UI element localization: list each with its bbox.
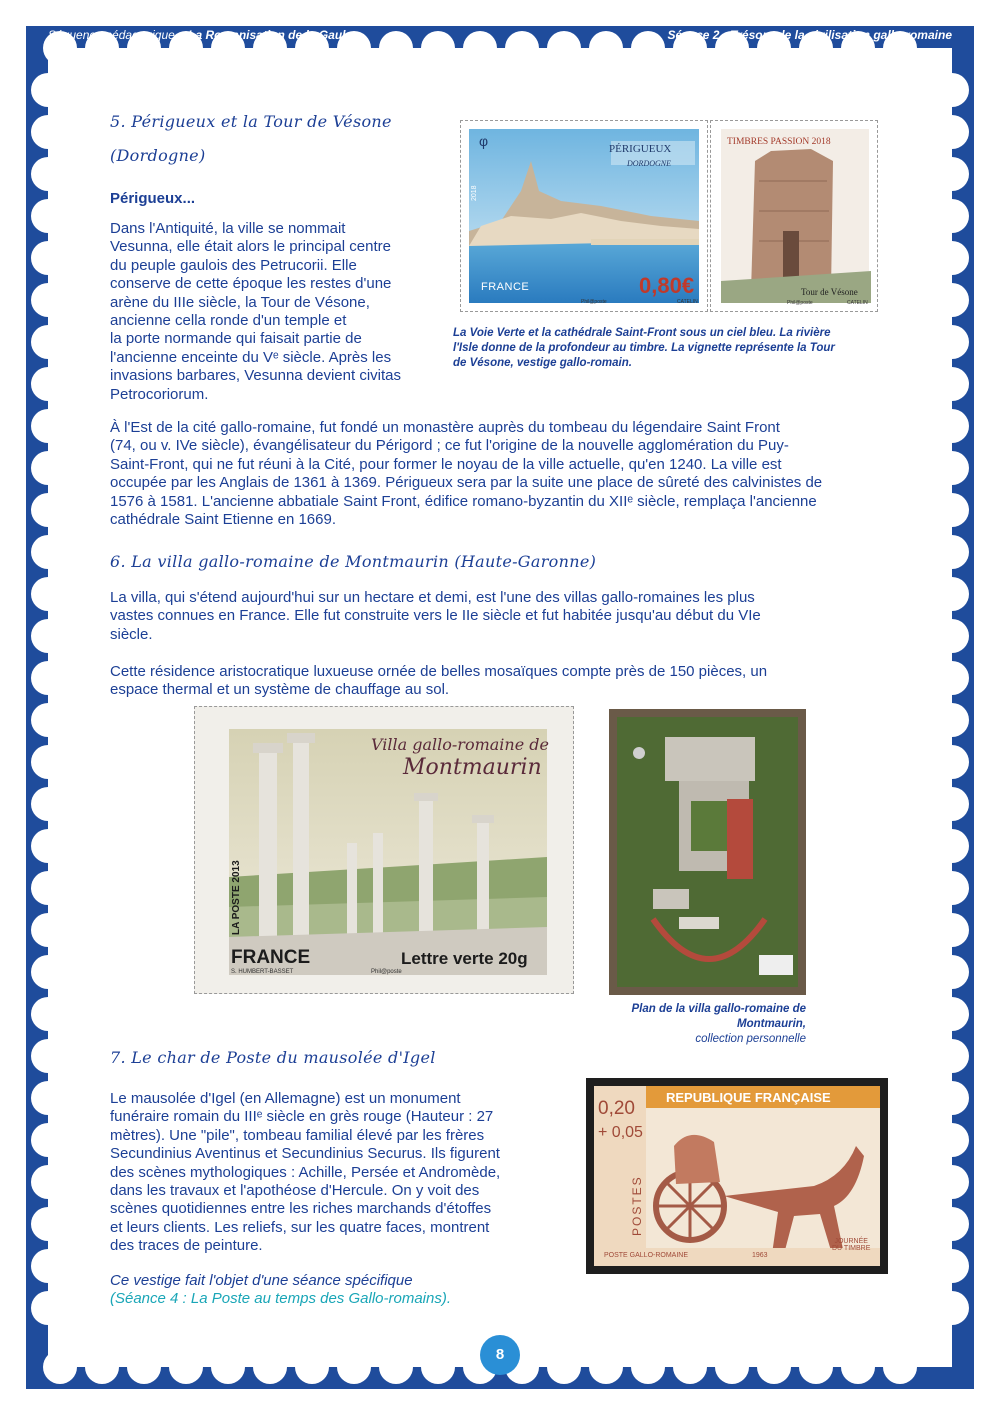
montmaurin-stamp xyxy=(194,706,574,994)
perigueux-stamp xyxy=(460,120,708,312)
montmaurin-stamp-phil: Phil@poste xyxy=(371,969,402,975)
montmaurin-stamp-artist: S. HUMBERT-BASSET xyxy=(231,969,294,975)
section6-paragraph1 xyxy=(110,589,900,644)
igel-stamp-paper xyxy=(594,1086,880,1266)
text-line: 1576 à 1581. L'ancienne abbatiale Saint Front, édifice romano-byzantin du XIIᵉ siècle, remplaça l'ancienne xyxy=(110,492,817,510)
perigueux-stamp-country: FRANCE xyxy=(481,281,530,293)
text-line: ancienne cella ronde d'un temple et xyxy=(110,312,347,330)
vignette-top-label: TIMBRES PASSION 2018 xyxy=(727,137,831,147)
section7-paragraph xyxy=(110,1090,580,1256)
perigueux-stamp-caption xyxy=(453,326,893,371)
section5-title-line1: 5. Périgueux et la Tour de Vésone xyxy=(110,112,392,131)
section5-paragraph2 xyxy=(110,419,900,529)
page-number-badge: 8 xyxy=(480,1335,520,1375)
text-line: scènes quotidiennes entre les riches marchands d'étoffes xyxy=(110,1200,492,1218)
caption-line: l'Isle donne de la profondeur au timbre. La vignette représente la Tour xyxy=(453,342,835,354)
igel-stamp xyxy=(586,1078,888,1274)
caption-line: Plan de la villa gallo-romaine de xyxy=(631,1003,806,1015)
text-line: la porte normande qui faisait partie de xyxy=(110,330,362,348)
text-line: À l'Est de la cité gallo-romaine, fut fondé un monastère auprès du tombeau du légendaire Saint Front xyxy=(110,419,780,436)
villa-plan-caption xyxy=(590,1002,806,1047)
vignette-illustration xyxy=(711,121,877,311)
perigueux-stamp-year: 2018 xyxy=(471,185,478,201)
section6-title: 6. La villa gallo-romaine de Montmaurin (Haute-Garonne) xyxy=(110,552,597,571)
perigueux-stamp-price: 0,80€ xyxy=(639,273,695,298)
text-line: dans les travaux et l'apothéose d'Hercule. On y voit des xyxy=(110,1182,480,1200)
text-line: siècle. xyxy=(110,625,153,643)
journee-line: DU TIMBRE xyxy=(832,1245,871,1252)
text-line: des traces de peinture. xyxy=(110,1237,263,1255)
section7-title: 7. Le char de Poste du mausolée d'Igel xyxy=(110,1048,436,1067)
igel-stamp-country: REPUBLIQUE FRANÇAISE xyxy=(666,1090,831,1105)
montmaurin-stamp-vertical: LA POSTE 2013 xyxy=(231,860,242,935)
section5-subtitle: Périgueux... xyxy=(110,190,196,207)
text-line: occupée par les Anglais de 1361 à 1369. Périgueux sera par la suite une place de sûreté des calvinistes de xyxy=(110,474,823,492)
section7-note xyxy=(110,1272,451,1309)
text-line: vastes connues en France. Elle fut construite vers le IIe siècle et fut habitée jusqu'au début du VIe xyxy=(110,607,761,625)
text-line: Petrocoriorum. xyxy=(110,385,209,403)
section5-paragraph1 xyxy=(110,220,440,404)
journee-line: JOURNÉE xyxy=(834,1238,868,1245)
igel-stamp-value2: + 0,05 xyxy=(598,1124,643,1141)
perigueux-stamp-dept: DORDOGNE xyxy=(627,159,671,168)
text-line: du peuple gaulois des Petrucorii. Elle xyxy=(110,256,357,274)
header-sequence-title: La Romanisation de la Gaule xyxy=(188,28,353,42)
text-line: Dans l'Antiquité, la ville se nommait xyxy=(110,220,346,237)
caption-line: de Vésone, vestige gallo-romain. xyxy=(453,357,632,369)
phi-symbol-icon: φ xyxy=(479,133,489,149)
vignette-phil: Phil@poste xyxy=(787,300,813,306)
montmaurin-stamp-country: FRANCE xyxy=(231,947,311,968)
text-line: arène du IIIe siècle, la Tour de Vésone, xyxy=(110,293,370,311)
section5-title-line2: (Dordogne) xyxy=(110,146,206,165)
header-left: Séquence pédagogique – La Romanisation de la Gaule xyxy=(48,28,353,42)
header-right: Séance 2 : Trésors de la civilisation gallo-romaine xyxy=(667,28,952,42)
montmaurin-stamp-title2: Montmaurin xyxy=(403,755,542,780)
montmaurin-stamp-title1: Villa gallo-romaine de xyxy=(371,735,549,754)
perigueux-stamp-city: PÉRIGUEUX xyxy=(609,143,672,155)
text-line: des scènes mythologiques : Achille, Persée et Andromède, xyxy=(110,1163,501,1181)
text-line: Cette résidence aristocratique luxueuse ornée de belles mosaïques compte près de 150 pièces, un xyxy=(110,663,768,680)
montmaurin-stamp-value: Lettre verte 20g xyxy=(401,949,528,968)
text-line: funéraire romain du IIIᵉ siècle en grès rouge (Hauteur : 27 xyxy=(110,1108,494,1126)
text-line: invasions barbares, Vesunna devient civitas xyxy=(110,367,402,385)
perigueux-stamp-phil: Phil@poste xyxy=(581,299,607,305)
text-line: Saint-Front, qui ne fut réuni à la Cité, pour former le noyau de la ville actuelle, qu'en 1240. La ville est xyxy=(110,455,782,473)
section6-paragraph2 xyxy=(110,663,900,700)
tour-de-vesone-vignette xyxy=(710,120,878,312)
igel-stamp-journee xyxy=(832,1238,870,1252)
igel-stamp-value1: 0,20 xyxy=(598,1098,635,1119)
note-line: Ce vestige fait l'objet d'une séance spécifique xyxy=(110,1272,413,1289)
villa-plan-photo xyxy=(609,709,806,995)
igel-stamp-bottom-left: POSTE GALLO-ROMAINE xyxy=(604,1252,689,1259)
vignette-tour-label: Tour de Vésone xyxy=(801,287,858,297)
caption-line: Montmaurin, xyxy=(737,1018,806,1030)
text-line: La villa, qui s'étend aujourd'hui sur un hectare et demi, est l'une des villas gallo-romaines les plus xyxy=(110,589,755,606)
text-line: espace thermal et un système de chauffage au sol. xyxy=(110,681,450,699)
text-line: Vesunna, elle était alors le principal centre xyxy=(110,238,392,256)
villa-plan-illustration xyxy=(609,709,806,995)
vignette-artist: CATELIN xyxy=(847,300,868,306)
igel-stamp-vertical: POSTES xyxy=(630,1175,644,1236)
text-line: cathédrale Saint Etienne en 1669. xyxy=(110,511,337,529)
text-line: l'ancienne enceinte du Vᵉ siècle. Après les xyxy=(110,348,392,366)
caption-line: La Voie Verte et la cathédrale Saint-Front sous un ciel bleu. La rivière xyxy=(453,327,831,339)
text-line: Le mausolée d'Igel (en Allemagne) est un monument xyxy=(110,1090,461,1107)
perigueux-stamp-artist: CATELIN xyxy=(677,299,698,305)
igel-stamp-year: 1963 xyxy=(752,1252,768,1259)
caption-line: collection personnelle xyxy=(695,1033,806,1045)
text-line: mètres). Une "pile", tombeau familial élevé par les frères xyxy=(110,1126,485,1144)
note-line-link[interactable]: (Séance 4 : La Poste au temps des Gallo-romains). xyxy=(110,1290,452,1308)
text-line: (74, ou v. IVe siècle), évangélisateur du Périgord ; ce fut l'origine de la nouvelle agglomération du Puy- xyxy=(110,437,789,455)
text-line: Secundinius Aventinus et Secundinius Securus. Ils figurent xyxy=(110,1145,500,1163)
text-line: et leurs clients. Les reliefs, sur les quatre faces, montrent xyxy=(110,1218,490,1236)
text-line: conserve de cette époque les restes d'une xyxy=(110,275,392,293)
